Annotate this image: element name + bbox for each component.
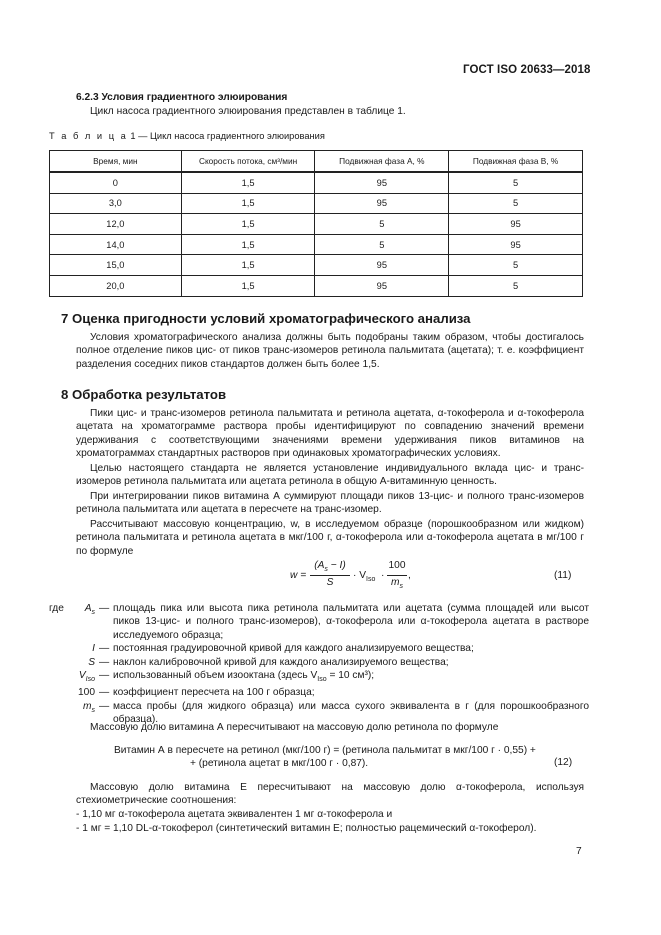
- gradient-table: [49, 150, 583, 297]
- formula-volume: · $V_{Iso}$: [353, 570, 376, 584]
- page-number: 7: [576, 846, 582, 857]
- table-header: Время, мин: [50, 151, 182, 173]
- table-row: [50, 234, 583, 255]
- table-cell: 95: [315, 193, 449, 214]
- fraction-line-2: [387, 575, 407, 576]
- table-cell: 95: [315, 275, 449, 296]
- bullet-item-1: - 1,10 мг α-токоферола ацетата эквивалентен 1 мг α-токоферола и: [76, 809, 393, 820]
- table-cell: 1,5: [181, 214, 315, 235]
- section-6-2-3-text: Цикл насоса градиентного элюирования представлен в таблице 1.: [90, 106, 406, 117]
- definition-item: [49, 656, 589, 669]
- formula-denominator: S: [326, 577, 334, 588]
- definition-item: [49, 686, 589, 699]
- formula-11: [290, 556, 620, 596]
- table-cell: 5: [449, 275, 583, 296]
- section-7-title: 7 Оценка пригодности условий хроматографического анализа: [61, 311, 471, 326]
- table-caption-rest: 1 — Цикл насоса градиентного элюирования: [127, 131, 325, 141]
- table-cell: 95: [315, 255, 449, 276]
- definition-text: масса пробы (для жидкого образца) или масса сухого эквивалента в г (для порошкообразного образца).: [113, 700, 589, 726]
- table-caption: [49, 131, 325, 141]
- section-8-paragraph-2: Целью настоящего стандарта не является установление индивидуального вклада цис- и транс-изомеров ретинола пальмитата или ацетата ретинола в общую А-витаминную ценность.: [76, 463, 584, 488]
- table-cell: 5: [449, 193, 583, 214]
- table-cell: 12,0: [50, 214, 182, 235]
- definition-symbol: $m_s$: [83, 700, 95, 714]
- section-8-title: 8 Обработка результатов: [61, 387, 227, 402]
- definition-dash: —: [99, 670, 110, 682]
- definition-symbol: S: [88, 656, 95, 668]
- definition-text: площадь пика или высота пика ретинола пальмитата или ацетата (сумма площадей или высот пиков 13-цис- и полного транс-изомеров), α-токоферола или α-токоферола ацетата в растворе исследуемого образца;: [113, 603, 589, 641]
- definition-symbol: $V_{Iso}$: [78, 670, 95, 684]
- table-cell: 5: [315, 234, 449, 255]
- formula-12-number: (12): [554, 757, 573, 768]
- definition-text: постоянная градуировочной кривой для каждого анализируемого вещества;: [113, 643, 474, 655]
- table-row: [50, 193, 583, 214]
- definition-text: наклон калибровочной кривой для каждого анализируемого вещества;: [113, 656, 449, 668]
- table-cell: 1,5: [181, 234, 315, 255]
- table-row: [50, 214, 583, 235]
- definition-symbol: I: [92, 643, 95, 655]
- formula-11-number: (11): [554, 570, 572, 581]
- table-row: [50, 255, 583, 276]
- fraction-line: [310, 575, 350, 576]
- formula-lhs: w =: [290, 570, 307, 581]
- formula-numerator-2: 100: [388, 560, 406, 571]
- definition-dash: —: [99, 656, 110, 668]
- definition-symbol: $A_s$: [84, 603, 95, 617]
- table-cell: 1,5: [181, 255, 315, 276]
- table-cell: 95: [449, 214, 583, 235]
- definition-item: [49, 669, 589, 686]
- section-6-2-3-title: 6.2.3 Условия градиентного элюирования: [76, 92, 288, 103]
- table-cell: 1,5: [181, 275, 315, 296]
- definition-dash: —: [99, 643, 110, 655]
- table-cell: 1,5: [181, 193, 315, 214]
- where-label: где: [49, 603, 64, 614]
- table-header: Подвижная фаза А, %: [315, 151, 449, 173]
- definition-item: [49, 642, 589, 655]
- table-header: Скорость потока, см³/мин: [181, 151, 315, 173]
- formula-numerator: $(A_s - I)$: [314, 560, 346, 574]
- table-cell: 0: [50, 172, 182, 193]
- table-cell: 5: [449, 172, 583, 193]
- formula-denominator-2: $m_s$: [391, 577, 403, 591]
- bullet-item-2: - 1 мг = 1,10 DL-α-токоферол (синтетический витамин Е; полностью рацемический α-токоферол).: [76, 823, 537, 834]
- definition-text: коэффициент пересчета на 100 г образца;: [113, 687, 315, 699]
- table-header-row: [50, 151, 583, 173]
- formula-12-line-1: Витамин А в пересчете на ретинол (мкг/100 г) = (ретинола пальмитат в мкг/100 г · 0,55) +: [114, 745, 536, 756]
- formula-12-line-2: + (ретинола ацетат в мкг/100 г · 0,87).: [190, 758, 369, 769]
- section-8-paragraph-4: Рассчитывают массовую концентрацию, w, в исследуемом образце (порошкообразном или жидком) ретинола пальмитата и ретинола ацетата в мкг/100 г, α-токоферола или α-токоферола ацетата в мг/100 г по формуле: [76, 519, 584, 557]
- definition-dash: —: [99, 603, 110, 614]
- definition-text: использованный объем изооктана (здесь $V_{Iso} = 10$ см³);: [113, 670, 375, 684]
- definition-dash: —: [99, 700, 110, 712]
- standard-number: ГОСТ ISO 20633—2018: [463, 64, 591, 76]
- vitamin-e-intro: Массовую долю витамина Е пересчитывают на массовую долю α-токоферола, используя стехиометрические соотношения:: [76, 782, 584, 807]
- formula-dot: ·: [381, 570, 385, 581]
- definition-item: [49, 602, 589, 642]
- table-cell: 15,0: [50, 255, 182, 276]
- section-7-text: Условия хроматографического анализа должны быть подобраны таким образом, чтобы достигалось полное отделение пиков цис- от пиков транс-изомеров ретинола пальмитата (ацетата); т. е. коэффициент разделения соседних пиков стандартов должен быть более 1,5.: [76, 332, 584, 370]
- table-cell: 14,0: [50, 234, 182, 255]
- definition-dash: —: [99, 687, 110, 699]
- vitamin-a-intro: Массовую долю витамина А пересчитывают на массовую долю ретинола по формуле: [90, 722, 499, 733]
- table-cell: 5: [315, 214, 449, 235]
- table-header: Подвижная фаза В, %: [449, 151, 583, 173]
- definition-symbol: 100: [78, 687, 95, 699]
- formula-comma: ,: [408, 570, 411, 581]
- table-cell: 95: [315, 172, 449, 193]
- section-8-paragraph-3: При интегрировании пиков витамина А суммируют площади пиков 13-цис- и полного транс-изомеров ретинола пальмитата или ацетата в пересчете на транс-изомер.: [76, 491, 584, 516]
- table-cell: 95: [449, 234, 583, 255]
- section-8-paragraph-1: Пики цис- и транс-изомеров ретинола пальмитата и ретинола ацетата, α-токоферола и α-токоферола ацетата на хроматограмме раствора пробы идентифицируют по совпадению значений времени удерживания с соответствующими значениями времени удерживания пиков витаминов на хроматограммах стандартных растворов при одинаковых хроматографических условиях.: [76, 408, 584, 460]
- table-cell: 3,0: [50, 193, 182, 214]
- table-row: [50, 172, 583, 193]
- table-cell: 5: [449, 255, 583, 276]
- table-row: [50, 275, 583, 296]
- definitions-list: [49, 602, 589, 727]
- table-cell: 1,5: [181, 172, 315, 193]
- table-cell: 20,0: [50, 275, 182, 296]
- table-caption-prefix: Т а б л и ц а: [49, 131, 128, 141]
